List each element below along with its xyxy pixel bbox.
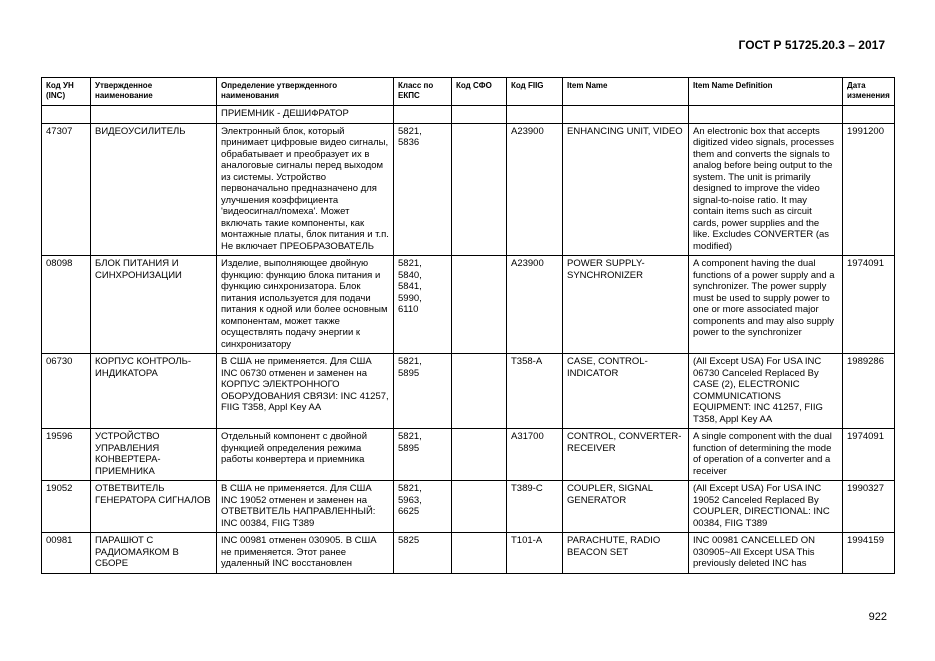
table-header-row (42, 78, 895, 106)
table-row (42, 429, 895, 481)
continuation-text: ПРИЕМНИК - ДЕШИФРАТОР (217, 106, 394, 124)
class-cell: 5821, 5963, 6625 (394, 481, 452, 533)
inc-cell: 19052 (42, 481, 91, 533)
inc-cell: 00981 (42, 533, 91, 574)
col-header-name: Утвержденное наименование (91, 78, 217, 106)
fiig-cell: T389-C (507, 481, 563, 533)
definition-cell: В США не применяется. Для США INC 06730 отменен и заменен на КОРПУС ЭЛЕКТРОННОГО ОБОРУДОВАНИЯ СВЯЗИ: INC 41257, FIIG T358, Appl Key AA (217, 354, 394, 429)
document-id: ГОСТ Р 51725.20.3 – 2017 (738, 38, 885, 52)
inc-cell: 08098 (42, 256, 91, 354)
name-cell: КОРПУС КОНТРОЛЬ-ИНДИКАТОРА (91, 354, 217, 429)
date-cell: 1990327 (843, 481, 895, 533)
nomenclature-table (41, 77, 895, 574)
table-row (42, 481, 895, 533)
fiig-cell: T101-A (507, 533, 563, 574)
col-header-fiig: Код FIIG (507, 78, 563, 106)
class-cell: 5821, 5895 (394, 354, 452, 429)
item-definition-cell: A component having the dual functions of a power supply and a synchronizer. The power supply must be used to supply power to one or more associated major components and may also supply power to the synchronizer (689, 256, 843, 354)
date-cell: 1974091 (843, 429, 895, 481)
col-header-definition: Определение утвержденного наименования (217, 78, 394, 106)
class-cell: 5821, 5840, 5841, 5990, 6110 (394, 256, 452, 354)
name-cell: ПАРАШЮТ С РАДИОМАЯКОМ В СБОРЕ (91, 533, 217, 574)
class-cell: 5821, 5895 (394, 429, 452, 481)
sfo-cell (452, 354, 507, 429)
name-cell: УСТРОЙСТВО УПРАВЛЕНИЯ КОНВЕРТЕРА-ПРИЕМНИКА (91, 429, 217, 481)
col-header-inc: Код УН (INC) (42, 78, 91, 106)
class-cell: 5821, 5836 (394, 123, 452, 256)
fiig-cell: A23900 (507, 123, 563, 256)
class-cell: 5825 (394, 533, 452, 574)
definition-cell: Электронный блок, который принимает цифровые видео сигналы, обрабатывает и преобразует их в аналоговые сигналы перед выходом из системы. Устройство первоначально предназначено для улучшения коэффициента 'видеосигнал/помеха'. Может включать такие компоненты, как монтажные платы, блок питания и т.п. Не включает ПРЕОБРАЗОВАТЕЛЬ (217, 123, 394, 256)
item-name-cell: CASE, CONTROL-INDICATOR (563, 354, 689, 429)
table-row (42, 256, 895, 354)
item-definition-cell: A single component with the dual function of determining the mode of operation of a converter and a receiver (689, 429, 843, 481)
col-header-item-definition: Item Name Definition (689, 78, 843, 106)
table-row (42, 354, 895, 429)
definition-cell: В США не применяется. Для США INC 19052 отменен и заменен на ОТВЕТВИТЕЛЬ НАПРАВЛЕННЫЙ: INC 00384, FIIG T389 (217, 481, 394, 533)
page-number: 922 (868, 611, 887, 623)
definition-cell: Изделие, выполняющее двойную функцию: функцию блока питания и функцию синхронизатора. Блок питания используется для подачи питания к одной или более основным компонентам, может также осуществлять подачу энергии к синхронизатору (217, 256, 394, 354)
fiig-cell: A23900 (507, 256, 563, 354)
item-name-cell: CONTROL, CONVERTER-RECEIVER (563, 429, 689, 481)
sfo-cell (452, 533, 507, 574)
item-name-cell: ENHANCING UNIT, VIDEO (563, 123, 689, 256)
definition-cell: INC 00981 отменен 030905. В США не применяется. Этот ранее удаленный INC восстановлен (217, 533, 394, 574)
fiig-cell: T358-A (507, 354, 563, 429)
item-definition-cell: INC 00981 CANCELLED ON 030905~All Except USA This previously deleted INC has (689, 533, 843, 574)
col-header-sfo: Код СФО (452, 78, 507, 106)
fiig-cell: A31700 (507, 429, 563, 481)
table-row (42, 123, 895, 256)
inc-cell: 06730 (42, 354, 91, 429)
sfo-cell (452, 429, 507, 481)
inc-cell: 19596 (42, 429, 91, 481)
col-header-item-name: Item Name (563, 78, 689, 106)
item-name-cell: POWER SUPPLY-SYNCHRONIZER (563, 256, 689, 354)
sfo-cell (452, 123, 507, 256)
inc-cell: 47307 (42, 123, 91, 256)
definition-cell: Отдельный компонент с двойной функцией определения режима работы конвертера и приемника (217, 429, 394, 481)
continuation-row (42, 106, 895, 124)
col-header-date: Дата изменения (843, 78, 895, 106)
col-header-class: Класс по ЕКПС (394, 78, 452, 106)
table-row (42, 533, 895, 574)
item-definition-cell: (All Except USA) For USA INC 06730 Canceled Replaced By CASE (2), ELECTRONIC COMMUNICATIONS EQUIPMENT: INC 41257, FIIG T358, Appl Key AA (689, 354, 843, 429)
name-cell: БЛОК ПИТАНИЯ И СИНХРОНИЗАЦИИ (91, 256, 217, 354)
item-name-cell: PARACHUTE, RADIO BEACON SET (563, 533, 689, 574)
date-cell: 1994159 (843, 533, 895, 574)
date-cell: 1974091 (843, 256, 895, 354)
item-definition-cell: An electronic box that accepts digitized video signals, processes them and converts the signals to analog before being output to the system. The unit is primarily designed to improve the video signal-to-noise ratio. It may contain items such as circuit cards, power supplies and the like. Excludes CONVERTER (as modified) (689, 123, 843, 256)
date-cell: 1991200 (843, 123, 895, 256)
item-name-cell: COUPLER, SIGNAL GENERATOR (563, 481, 689, 533)
item-definition-cell: (All Except USA) For USA INC 19052 Canceled Replaced By COUPLER, DIRECTIONAL: INC 00384, FIIG T389 (689, 481, 843, 533)
date-cell: 1989286 (843, 354, 895, 429)
name-cell: ОТВЕТВИТЕЛЬ ГЕНЕРАТОРА СИГНАЛОВ (91, 481, 217, 533)
sfo-cell (452, 481, 507, 533)
name-cell: ВИДЕОУСИЛИТЕЛЬ (91, 123, 217, 256)
sfo-cell (452, 256, 507, 354)
